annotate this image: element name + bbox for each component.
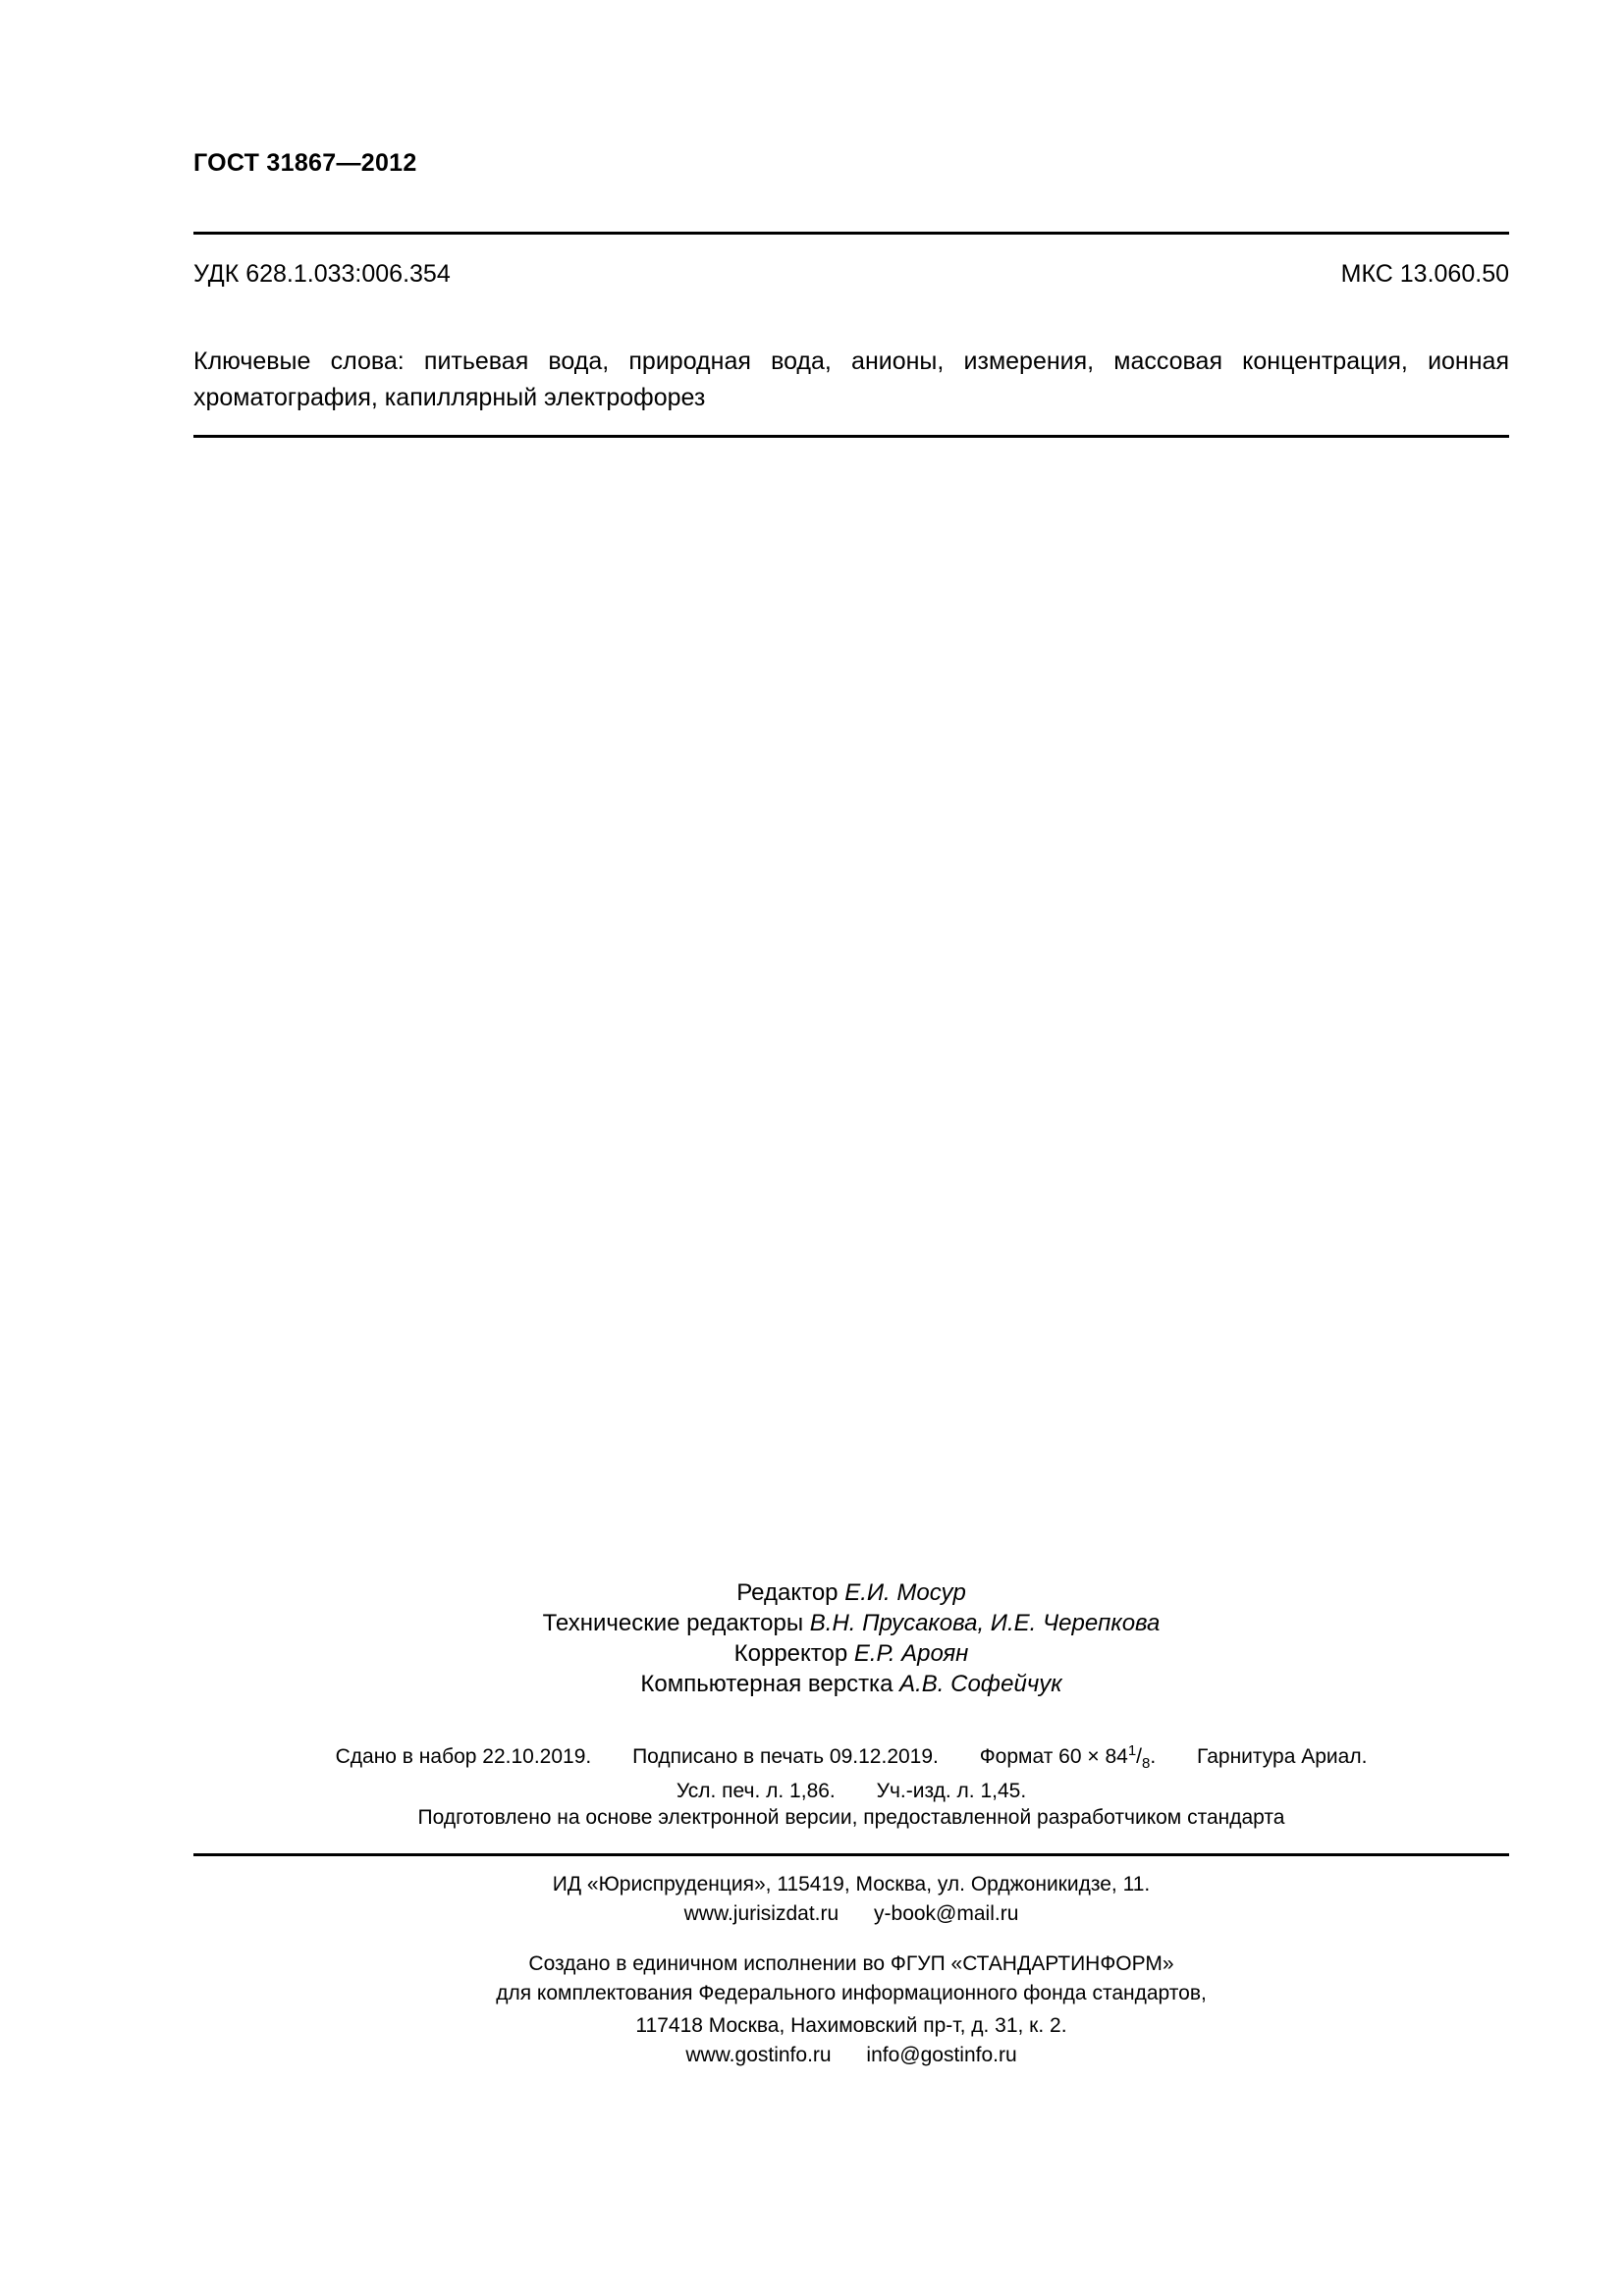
created-line-2: для комплектования Федерального информационного фонда стандартов, xyxy=(496,1982,1207,2004)
publisher-contacts xyxy=(193,1899,1509,1929)
publication-details xyxy=(193,1737,1509,1805)
signed-date: Подписано в печать 09.12.2019. xyxy=(632,1745,939,1768)
keywords-divider xyxy=(193,435,1509,438)
publisher-email-link[interactable]: y-book@mail.ru xyxy=(874,1902,1019,1925)
publication-line-1 xyxy=(193,1737,1509,1778)
publication-line-2 xyxy=(193,1778,1509,1805)
footer-address: 117418 Москва, Нахимовский пр-т, д. 31, к. 2. xyxy=(635,2014,1067,2037)
created-line-1: Создано в единичном исполнении во ФГУП «СТАНДАРТИНФОРМ» xyxy=(528,1952,1174,1975)
publisher-website-link[interactable]: www.jurisizdat.ru xyxy=(683,1902,839,1925)
footer-contacts xyxy=(193,2041,1509,2070)
footer-address-block xyxy=(193,2011,1509,2070)
standard-code: ГОСТ 31867—2012 xyxy=(193,149,417,177)
tech-editors-names: В.Н. Прусакова, И.Е. Черепкова xyxy=(809,1610,1161,1636)
keywords-paragraph: Ключевые слова: питьевая вода, природная вода, анионы, измерения, массовая концентрация, ионная хроматография, капиллярный электрофорез xyxy=(193,347,1509,411)
udk-code: УДК 628.1.033:006.354 xyxy=(193,260,451,288)
conditional-sheets: Усл. печ. л. 1,86. xyxy=(676,1780,836,1803)
editor-line: Редактор Е.И. Мосур xyxy=(736,1579,966,1606)
publisher-address: ИД «Юриспруденция», 115419, Москва, ул. Орджоникидзе, 11. xyxy=(552,1873,1151,1896)
layout-name: А.В. Софейчук xyxy=(899,1671,1062,1697)
layout-line: Компьютерная верстка А.В. Софейчук xyxy=(640,1671,1062,1697)
created-block xyxy=(193,1949,1509,2008)
editor-name: Е.И. Мосур xyxy=(844,1579,966,1606)
proofreader-line: Корректор Е.Р. Ароян xyxy=(733,1640,969,1667)
mks-code: МКС 13.060.50 xyxy=(1340,260,1509,288)
publisher-divider xyxy=(193,1853,1509,1856)
submitted-date: Сдано в набор 22.10.2019. xyxy=(335,1745,592,1768)
format-info: Формат $60 \times 84^1/_8$. xyxy=(979,1742,1157,1773)
prepared-note: Подготовлено на основе электронной версии, предоставленной разработчиком стандарта xyxy=(417,1806,1285,1829)
publisher-block xyxy=(193,1870,1509,1929)
publishing-sheets: Уч.-изд. л. 1,45. xyxy=(876,1780,1027,1803)
proofreader-name: Е.Р. Ароян xyxy=(853,1640,969,1667)
footer-email-link[interactable]: info@gostinfo.ru xyxy=(866,2044,1017,2066)
footer-website-link[interactable]: www.gostinfo.ru xyxy=(685,2044,832,2066)
font-info: Гарнитура Ариал. xyxy=(1197,1745,1368,1768)
tech-editors-line: Технические редакторы В.Н. Прусакова, И.Е. Черепкова xyxy=(542,1610,1161,1636)
credits-block xyxy=(193,1577,1509,1699)
top-divider xyxy=(193,232,1509,235)
